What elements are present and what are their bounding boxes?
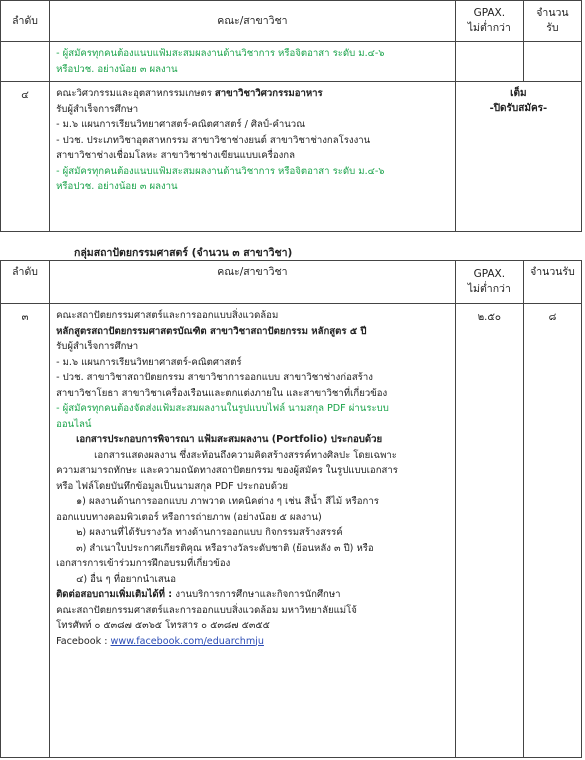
header-faculty: คณะ/สาขาวิชา <box>50 1 456 42</box>
requirement-line: - ม.๖ แผนการเรียนวิทยาศาสตร์-คณิตศาสตร์ / ศิลป์-คำนวณ <box>56 119 306 130</box>
status-closed: -ปิดรับสมัคร- <box>489 103 548 114</box>
requirement-line: สาขาวิชาโยธา สาขาวิชาเครื่องเรือนและตกแต่งภายใน และสาขาวิชาที่เกี่ยวข้อง <box>56 387 388 399</box>
table-header-row <box>1 1 582 42</box>
accept-label: รับผู้สำเร็จการศึกษา <box>56 103 139 115</box>
table-header-row <box>1 261 582 304</box>
portfolio-item: ๔) อื่น ๆ ที่อยากนำเสนอ <box>76 573 177 585</box>
portfolio-item-cont: เอกสารการเข้าร่วมการฝึกอบรมที่เกี่ยวข้อง <box>56 558 231 569</box>
header-faculty: คณะ/สาขาวิชา <box>50 261 456 304</box>
portfolio-desc: เอกสารแสดงผลงาน ซึ่งสะท้อนถึงความคิดสร้างสรรค์ทางศิลปะ โดยเฉพาะ <box>94 449 397 461</box>
faculty-name: คณะวิศวกรรมและอุตสาหกรรมเกษตร สาขาวิชาวิศวกรรมอาหาร <box>56 88 323 99</box>
portfolio-item: ๑) ผลงานด้านการออกแบบ ภาพวาด เทคนิคต่าง ๆ เช่น สีน้ำ สีไม้ หรือการ <box>76 496 379 507</box>
gpax-value: ๒.๕๐ <box>455 304 523 758</box>
header-seats: จำนวนรับ <box>523 261 581 304</box>
requirement-line: - ม.๖ แผนการเรียนวิทยาศาสตร์-คณิตศาสตร์ <box>56 356 242 368</box>
architecture-table <box>0 260 582 758</box>
facebook-link[interactable]: www.facebook.com/eduarchmju <box>110 635 264 647</box>
header-no: ลำดับ <box>1 1 50 42</box>
contact-facebook: Facebook : www.facebook.com/eduarchmju <box>56 635 264 647</box>
table-row <box>1 304 582 758</box>
row-number: ๔ <box>1 82 50 232</box>
accept-label: รับผู้สำเร็จการศึกษา <box>56 341 139 352</box>
header-gpax: GPAX. ไม่ต่ำกว่า <box>455 1 523 42</box>
requirement-line: สาขาวิชาช่างเชื่อมโลหะ สาขาวิชาช่างเขียนแบบเครื่องกล <box>56 150 295 161</box>
major-name: สาขาวิชาวิศวกรรมอาหาร <box>214 88 323 99</box>
table-row <box>1 42 582 82</box>
portfolio-desc: ความสามารถทักษะ และความถนัดทางสถาปัตยกรรม ของผู้สมัคร ในรูปแบบเอกสาร <box>56 465 398 476</box>
engineering-table <box>0 0 582 232</box>
contact-label: ติดต่อสอบถามเพิ่มเติมได้ที่ : <box>56 589 176 600</box>
contact-line: ติดต่อสอบถามเพิ่มเติมได้ที่ : งานบริการการศึกษาและกิจการนักศึกษา <box>56 589 341 600</box>
portfolio-requirement-cont: หรือปวช. อย่างน้อย ๓ ผลงาน <box>56 181 178 192</box>
faculty-name: คณะสถาปัตยกรรมศาสตร์และการออกแบบสิ่งแวดล้อม <box>56 310 279 321</box>
portfolio-item: ๓) สำเนาใบประกาศเกียรติคุณ หรือรางวัลระดับชาติ (ย้อนหลัง ๓ ปี) หรือ <box>76 542 374 554</box>
portfolio-item-cont: ออกแบบทางคอมพิวเตอร์ หรือการถ่ายภาพ (อย่างน้อย ๕ ผลงาน) <box>56 511 322 523</box>
portfolio-requirement: - ผู้สมัครทุกคนต้องจัดส่งแฟ้มสะสมผลงานในรูปแบบไฟล์ นามสกุล PDF ผ่านระบบ <box>56 403 389 414</box>
portfolio-item: ๒) ผลงานที่ได้รับรางวัล ทางด้านการออกแบบ กิจกรรมสร้างสรรค์ <box>76 527 343 538</box>
program-name: หลักสูตรสถาปัตยกรรมศาสตรบัณฑิต สาขาวิชาสถาปัตยกรรม หลักสูตร ๕ ปี <box>56 325 367 337</box>
portfolio-heading: เอกสารประกอบการพิจารณา แฟ้มสะสมผลงาน (Portfolio) ประกอบด้วย <box>76 434 383 445</box>
table-row <box>1 82 582 232</box>
portfolio-requirement: - ผู้สมัครทุกคนต้องแนบแฟ้มสะสมผลงานด้านวิชาการ หรือจิตอาสา ระดับ ม.๔-๖ <box>56 48 385 59</box>
status-full: เต็ม <box>510 88 527 99</box>
section-title: กลุ่มสถาปัตยกรรมศาสตร์ (จำนวน ๓ สาขาวิชา) <box>74 247 293 259</box>
header-seats: จำนวน รับ <box>523 1 581 42</box>
portfolio-desc: หรือ ไฟล์โดยบันทึกข้อมูลเป็นนามสกุล PDF ประกอบด้วย <box>56 480 288 492</box>
requirement-line: - ปวช. สาขาวิชาสถาปัตยกรรม สาขาวิชาการออกแบบ สาขาวิชาช่างก่อสร้าง <box>56 372 373 383</box>
portfolio-requirement: - ผู้สมัครทุกคนต้องแนบแฟ้มสะสมผลงานด้านวิชาการ หรือจิตอาสา ระดับ ม.๔-๖ <box>56 165 385 177</box>
requirement-line: - ปวช. ประเภทวิชาอุตสาหกรรม สาขาวิชาช่างยนต์ สาขาวิชาช่างกลโรงงาน <box>56 134 371 146</box>
header-gpax: GPAX. ไม่ต่ำกว่า <box>455 261 523 304</box>
portfolio-requirement-cont: ออนไลน์ <box>56 418 92 430</box>
seats-value: ๘ <box>523 304 581 758</box>
contact-faculty: คณะสถาปัตยกรรมศาสตร์และการออกแบบสิ่งแวดล้อม มหาวิทยาลัยแม่โจ้ <box>56 604 357 616</box>
contact-phone: โทรศัพท์ ๐ ๕๓๘๗ ๕๓๖๕ โทรสาร ๐ ๕๓๘๗ ๕๓๕๕ <box>56 620 270 631</box>
portfolio-requirement-cont: หรือปวช. อย่างน้อย ๓ ผลงาน <box>56 63 178 75</box>
header-no: ลำดับ <box>1 261 50 304</box>
row-number: ๓ <box>1 304 50 758</box>
status-cell <box>455 82 581 232</box>
